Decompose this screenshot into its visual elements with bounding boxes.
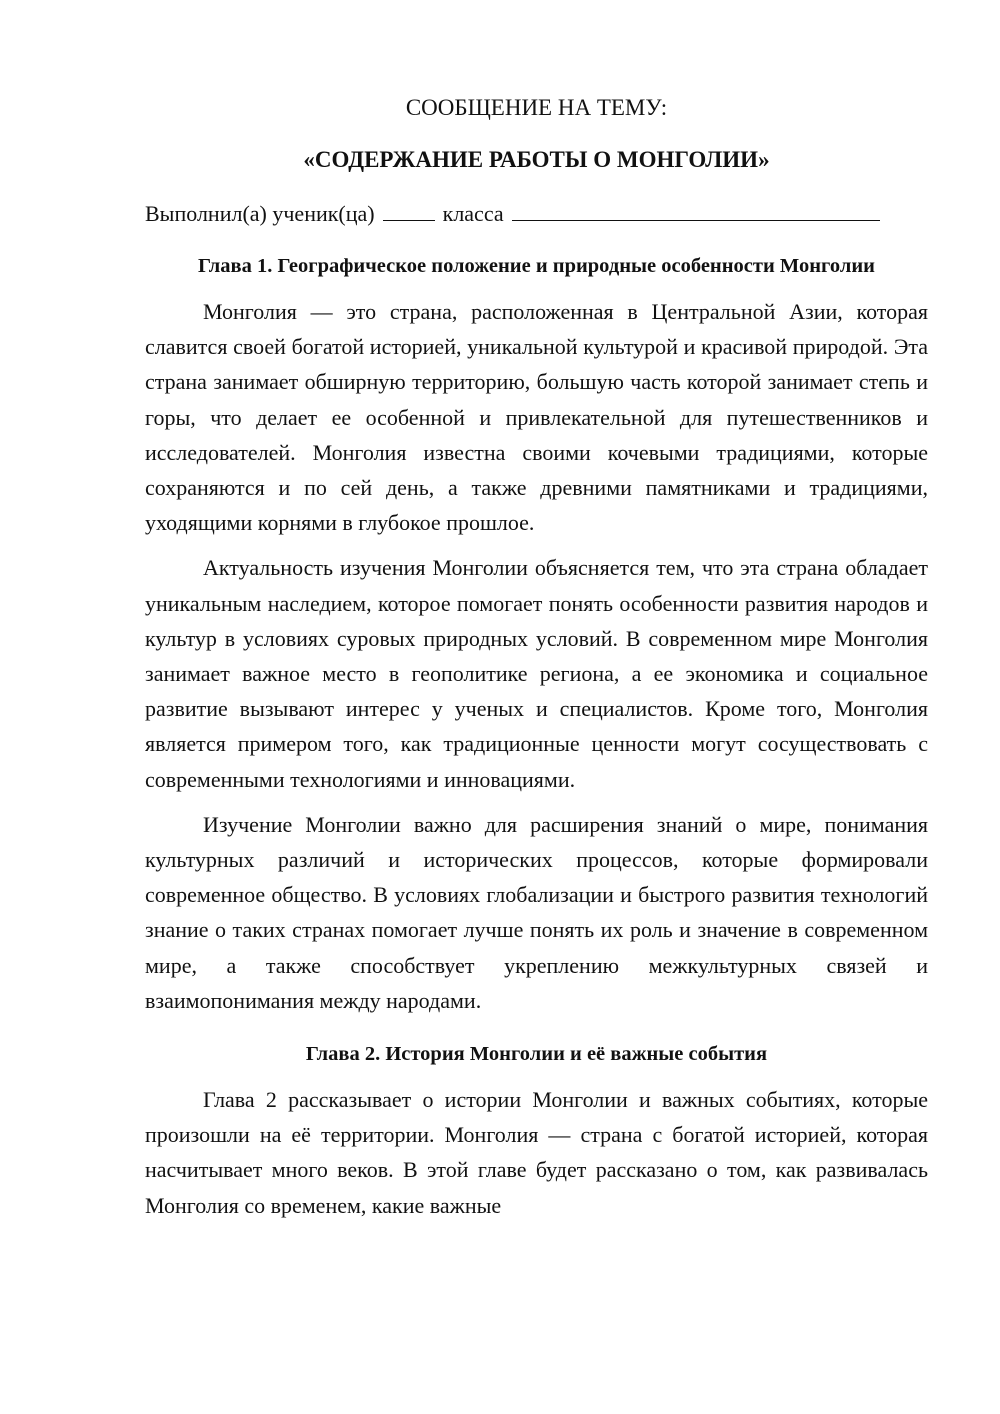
document-title-line-2: «СОДЕРЖАНИЕ РАБОТЫ О МОНГОЛИИ» (303, 147, 770, 172)
chapter-1 (145, 250, 928, 1018)
chapter-2 (145, 1038, 928, 1223)
author-name-blank (512, 200, 880, 221)
author-prefix: Выполнил(а) ученик(ца) (145, 201, 375, 226)
chapter-2-heading: Глава 2. История Монголии и её важные события (305, 1043, 768, 1066)
document-title-line-1: СООБЩЕНИЕ НА ТЕМУ: (405, 95, 668, 120)
chapter-1-paragraph-1: Монголия — это страна, расположенная в Центральной Азии, которая славится своей богатой историей, уникальной культурой и красивой природой. Эта страна занимает обширную территорию, большую часть которой занимает степь и горы, что делает ее особенной и привлекательной для путешественников и исследователей. Монголия известна своими кочевыми традициями, которые сохраняются и по сей день, а также древними памятниками и традициями, уходящими корнями в глубокое прошлое. (145, 299, 928, 536)
chapter-2-paragraph-1: Глава 2 рассказывает о истории Монголии и важных событиях, которые произошли на её территории. Монголия — страна с богатой историей, которая насчитывает много веков. В этой главе будет рассказано о том, как развивалась Монголия со временем, какие важные (145, 1087, 928, 1218)
chapter-1-heading: Глава 1. Географическое положение и природные особенности Монголии (198, 255, 875, 277)
chapter-1-paragraph-2: Актуальность изучения Монголии объясняется тем, что эта страна обладает уникальным наследием, которое помогает понять особенности развития народов и культур в условиях суровых природных условий. В современном мире Монголия занимает важное место в геополитике региона, а ее экономика и социальное развитие вызывают интерес у ученых и специалистов. Кроме того, Монголия является примером того, как традиционные ценности могут сосуществовать с современными технологиями и инновациями. (145, 555, 928, 792)
author-class-label: класса (442, 201, 504, 226)
class-number-blank (383, 200, 435, 221)
chapter-1-paragraph-3: Изучение Монголии важно для расширения знаний о мире, понимания культурных различий и исторических процессов, которые формировали современное общество. В условиях глобализации и быстрого развития технологий знание о таких странах помогает лучше понять их роль и значение в современном мире, а также способствует укреплению межкультурных связей и взаимопонимания между народами. (145, 811, 928, 1013)
author-line (145, 198, 928, 230)
document-page (145, 92, 928, 1233)
